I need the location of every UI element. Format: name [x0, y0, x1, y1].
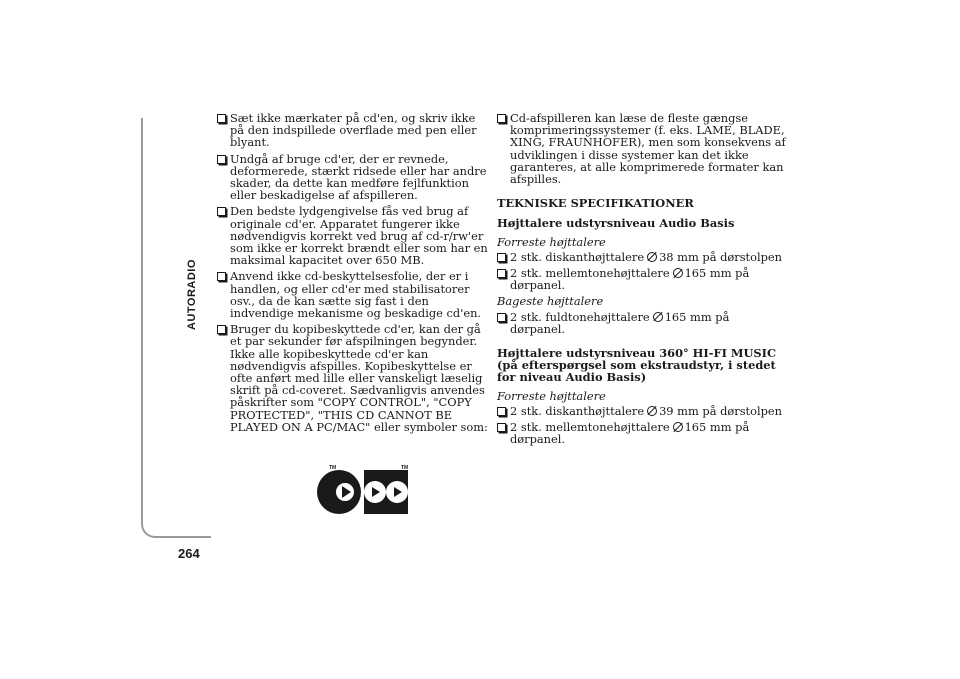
list-item: [497, 421, 787, 445]
diameter-icon: [673, 268, 683, 278]
spec-post: 165 mm på dørpanel.: [510, 309, 730, 336]
page-frame: [141, 118, 211, 538]
spec-post: 38 mm på dørstolpen: [659, 249, 782, 264]
spec-post: 165 mm på dørpanel.: [510, 266, 750, 293]
right-column: [497, 112, 787, 449]
page-number: 264: [178, 546, 200, 561]
spec-pre: 2 stk. mellemtonehøjttalere: [510, 420, 670, 435]
checkbox-bullet-icon: [497, 114, 506, 123]
diameter-icon: [653, 312, 663, 322]
checkbox-bullet-icon: [497, 253, 506, 262]
list-item: [217, 270, 492, 319]
list-item-text: Anvend ikke cd-beskyttelsesfolie, der er i handlen, og eller cd'er med stabilisatorer osv., da de kan sætte sig fast i den indvendige mekanisme og beskadige cd'en.: [230, 269, 482, 321]
checkbox-bullet-icon: [217, 207, 226, 216]
hifi-front-label: Forreste højttalere: [497, 388, 606, 403]
copy-protected-cd-logo-icon: [315, 465, 410, 515]
spec-post: 165 mm på dørpanel.: [510, 420, 750, 447]
checkbox-bullet-icon: [217, 114, 226, 123]
logo-tm-mark: TM: [329, 465, 337, 471]
list-item: [497, 311, 787, 335]
basis-front-label: Forreste højttalere: [497, 234, 606, 249]
checkbox-bullet-icon: [497, 423, 506, 432]
spec-post: 39 mm på dørstolpen: [659, 403, 782, 418]
list-item-text: Undgå af bruge cd'er, der er revnede, deformerede, stærkt ridsede eller har andre skader, da dette kan medføre fejlfunktion eller beskadigelse af afspilleren.: [230, 151, 487, 203]
list-item: [217, 153, 492, 202]
checkbox-bullet-icon: [497, 269, 506, 278]
left-column: [217, 112, 492, 437]
diameter-icon: [673, 422, 683, 432]
checkbox-bullet-icon: [217, 325, 226, 334]
list-item-text: Den bedste lydgengivelse fås ved brug af originale cd'er. Apparatet fungerer ikke nødvendigvis korrekt ved brug af cd-r/rw'er som ikke er korrekt brændt eller som har en maksimal kapacitet over 650 MB.: [230, 204, 488, 268]
list-item: [217, 323, 492, 433]
list-item-text: Cd-afspilleren kan læse de fleste gængse komprimeringssystemer (f. eks. LAME, BLADE, XING, FRAUNHOFER), men som konsekvens af udviklingen i disse systemer kan det ikke garanteres, at alle komprimerede formater kan afspilles.: [510, 111, 786, 187]
checkbox-bullet-icon: [497, 313, 506, 322]
list-item: [217, 112, 492, 149]
logo-tm-mark: TM: [401, 465, 409, 471]
list-item: [497, 267, 787, 291]
spec-pre: 2 stk. diskanthøjttalere: [510, 249, 645, 264]
diameter-icon: [647, 252, 657, 262]
section-side-label: AUTORADIO: [186, 259, 198, 330]
spec-pre: 2 stk. mellemtonehøjttalere: [510, 266, 670, 281]
checkbox-bullet-icon: [217, 155, 226, 164]
list-item: [497, 251, 787, 263]
list-item-text: Bruger du kopibeskyttede cd'er, kan der gå et par sekunder før afspilningen begynder. Ikke alle kopibeskyttede cd'er kan nødvendigvis afspilles. Kopibeskyttelse er ofte anført med lille eller vanskeligt læselig skrift på cd-coveret. Sædvanligvis anvendes påskrifter som "COPY CONTROL", "COPY PROTECTED", "THIS CD CANNOT BE PLAYED ON A PC/MAC" eller symboler som:: [230, 322, 488, 434]
list-item: [497, 112, 787, 185]
basis-title: Højttalere udstyrsniveau Audio Basis: [497, 216, 735, 231]
section-heading: TEKNISKE SPECIFIKATIONER: [497, 196, 694, 211]
checkbox-bullet-icon: [217, 272, 226, 281]
basis-rear-label: Bageste højttalere: [497, 294, 604, 309]
checkbox-bullet-icon: [497, 407, 506, 416]
list-item: [497, 405, 787, 417]
spec-pre: 2 stk. fuldtonehøjttalere: [510, 309, 650, 324]
hifi-title: Højttalere udstyrsniveau 360° HI-FI MUSIC (på efterspørgsel som ekstraudstyr, i stedet for niveau Audio Basis): [497, 346, 777, 385]
list-item: [217, 205, 492, 266]
list-item-text: Sæt ikke mærkater på cd'en, og skriv ikke på den indspillede overflade med pen eller blyant.: [230, 111, 477, 150]
spec-pre: 2 stk. diskanthøjttalere: [510, 403, 645, 418]
diameter-icon: [647, 406, 657, 416]
